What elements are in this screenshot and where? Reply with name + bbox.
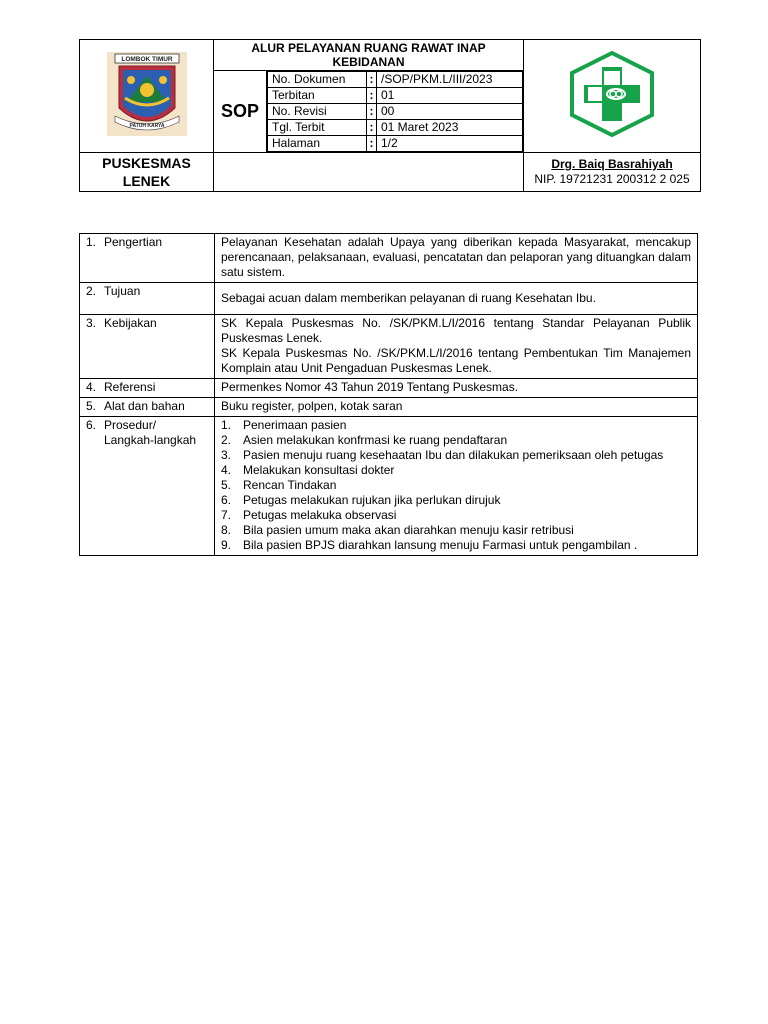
signer-name: Drg. Baiq Basrahiyah <box>551 157 673 171</box>
meta-row <box>268 88 523 104</box>
step-text: Asien melakukan konfrmasi ke ruang pendaftaran <box>243 433 508 447</box>
section-number: 1. <box>86 235 97 249</box>
section-number: 2. <box>86 284 97 298</box>
organization-name-line2: LENEK <box>122 173 171 189</box>
step-number: 2. <box>221 433 232 447</box>
step-number: 1. <box>221 418 232 432</box>
meta-label: Terbitan <box>268 88 367 104</box>
empty-signature-space <box>214 153 524 192</box>
sop-label: SOP <box>214 71 267 153</box>
step-text: Petugas melakuka observasi <box>243 508 397 522</box>
step-text: Penerimaan pasien <box>243 418 347 432</box>
section-label: Pengertian <box>104 235 163 249</box>
meta-colon: : <box>367 136 377 152</box>
meta-label: No. Dokumen <box>268 72 367 88</box>
step-text: Bila pasien BPJS diarahkan lansung menuju Farmasi untuk pengambilan . <box>243 538 638 552</box>
meta-row <box>268 136 523 152</box>
section-text: Pelayanan Kesehatan adalah Upaya yang diberikan kepada Masyarakat, mencakup perencanaan, pelaksanaan, evaluasi, pencatatan dan pelaporan yang dituangkan dalam satu sistem. <box>215 234 698 283</box>
policy-text-1: SK Kepala Puskesmas No. /SK/PKM.L/I/2016 tentang Standar Pelayanan Publik Puskesmas Lenek. <box>221 316 691 345</box>
meta-colon: : <box>367 104 377 120</box>
meta-colon: : <box>367 120 377 136</box>
step-text: Rencan Tindakan <box>243 478 337 492</box>
emblem-top-text: LOMBOK TIMUR <box>120 55 173 63</box>
step-text: Bila pasien umum maka akan diarahkan menuju kasir retribusi <box>243 523 574 537</box>
procedure-step <box>221 433 691 448</box>
section-row-alat-bahan <box>80 398 698 417</box>
meta-label: Tgl. Terbit <box>268 120 367 136</box>
step-number: 7. <box>221 508 232 522</box>
meta-row <box>268 104 523 120</box>
signer-nip: NIP. 19721231 200312 2 025 <box>534 172 690 186</box>
meta-colon: : <box>367 88 377 104</box>
step-text: Petugas melakukan rujukan jika perlukan dirujuk <box>243 493 501 507</box>
sop-content-table <box>79 233 698 556</box>
step-number: 9. <box>221 538 232 552</box>
procedure-step <box>221 523 691 538</box>
procedure-step <box>221 508 691 523</box>
puskesmas-logo-cell <box>524 40 701 153</box>
section-text: Permenkes Nomor 43 Tahun 2019 Tentang Puskesmas. <box>215 379 698 398</box>
document-meta-cell <box>267 71 524 153</box>
section-label: Alat dan bahan <box>104 399 185 413</box>
procedure-step <box>221 493 691 508</box>
document-title <box>214 40 524 71</box>
procedure-steps-list <box>221 418 691 553</box>
document-title-line1: ALUR PELAYANAN RUANG RAWAT INAP <box>251 41 486 55</box>
section-text: Buku register, polpen, kotak saran <box>215 398 698 417</box>
section-number: 5. <box>86 399 97 413</box>
section-text-block <box>215 315 698 379</box>
procedure-step <box>221 418 691 433</box>
meta-colon: : <box>367 72 377 88</box>
puskesmas-logo-icon <box>564 49 660 139</box>
meta-value: 00 <box>377 104 523 120</box>
step-number: 6. <box>221 493 232 507</box>
signer-block <box>524 153 701 192</box>
meta-value: 01 <box>377 88 523 104</box>
section-label: Prosedur/ <box>104 418 157 432</box>
section-number: 4. <box>86 380 97 394</box>
section-text: Sebagai acuan dalam memberikan pelayanan di ruang Kesehatan Ibu. <box>215 283 698 315</box>
meta-value: 1/2 <box>377 136 523 152</box>
section-row-kebijakan <box>80 315 698 379</box>
procedure-step <box>221 538 691 553</box>
step-number: 8. <box>221 523 232 537</box>
meta-row <box>268 120 523 136</box>
lombok-timur-logo-cell <box>80 40 214 153</box>
step-number: 5. <box>221 478 232 492</box>
step-text: Melakukan konsultasi dokter <box>243 463 395 477</box>
document-title-line2: KEBIDANAN <box>332 55 405 69</box>
procedure-steps-cell <box>215 417 698 556</box>
step-number: 4. <box>221 463 232 477</box>
step-number: 3. <box>221 448 232 462</box>
meta-row <box>268 72 523 88</box>
meta-label: Halaman <box>268 136 367 152</box>
procedure-step <box>221 478 691 493</box>
procedure-step <box>221 463 691 478</box>
meta-value: /SOP/PKM.L/III/2023 <box>377 72 523 88</box>
section-row-referensi <box>80 379 698 398</box>
sop-header-table <box>79 39 701 192</box>
organization-name-line1: PUSKESMAS <box>102 155 191 171</box>
document-meta-table <box>267 71 523 152</box>
section-label-line2: Langkah-langkah <box>104 433 197 447</box>
step-text: Pasien menuju ruang kesehaatan Ibu dan dilakukan pemeriksaan oleh petugas <box>243 448 664 462</box>
section-label: Kebijakan <box>104 316 157 330</box>
section-label: Referensi <box>104 380 156 394</box>
emblem-bottom-text: PATUH KARYA <box>128 122 165 129</box>
section-number: 3. <box>86 316 97 330</box>
section-number: 6. <box>86 418 97 432</box>
section-row-pengertian <box>80 234 698 283</box>
meta-value: 01 Maret 2023 <box>377 120 523 136</box>
section-label: Tujuan <box>104 284 141 298</box>
policy-text-2: SK Kepala Puskesmas No. /SK/PKM.L/I/2016 tentang Pembentukan Tim Manajemen Komplain atau Unit Pengaduan Puskesmas Lenek. <box>221 346 691 375</box>
section-row-tujuan <box>80 283 698 315</box>
lombok-timur-emblem-icon <box>101 50 193 138</box>
section-row-prosedur <box>80 417 698 556</box>
meta-label: No. Revisi <box>268 104 367 120</box>
organization-name <box>80 153 214 192</box>
procedure-step <box>221 448 691 463</box>
